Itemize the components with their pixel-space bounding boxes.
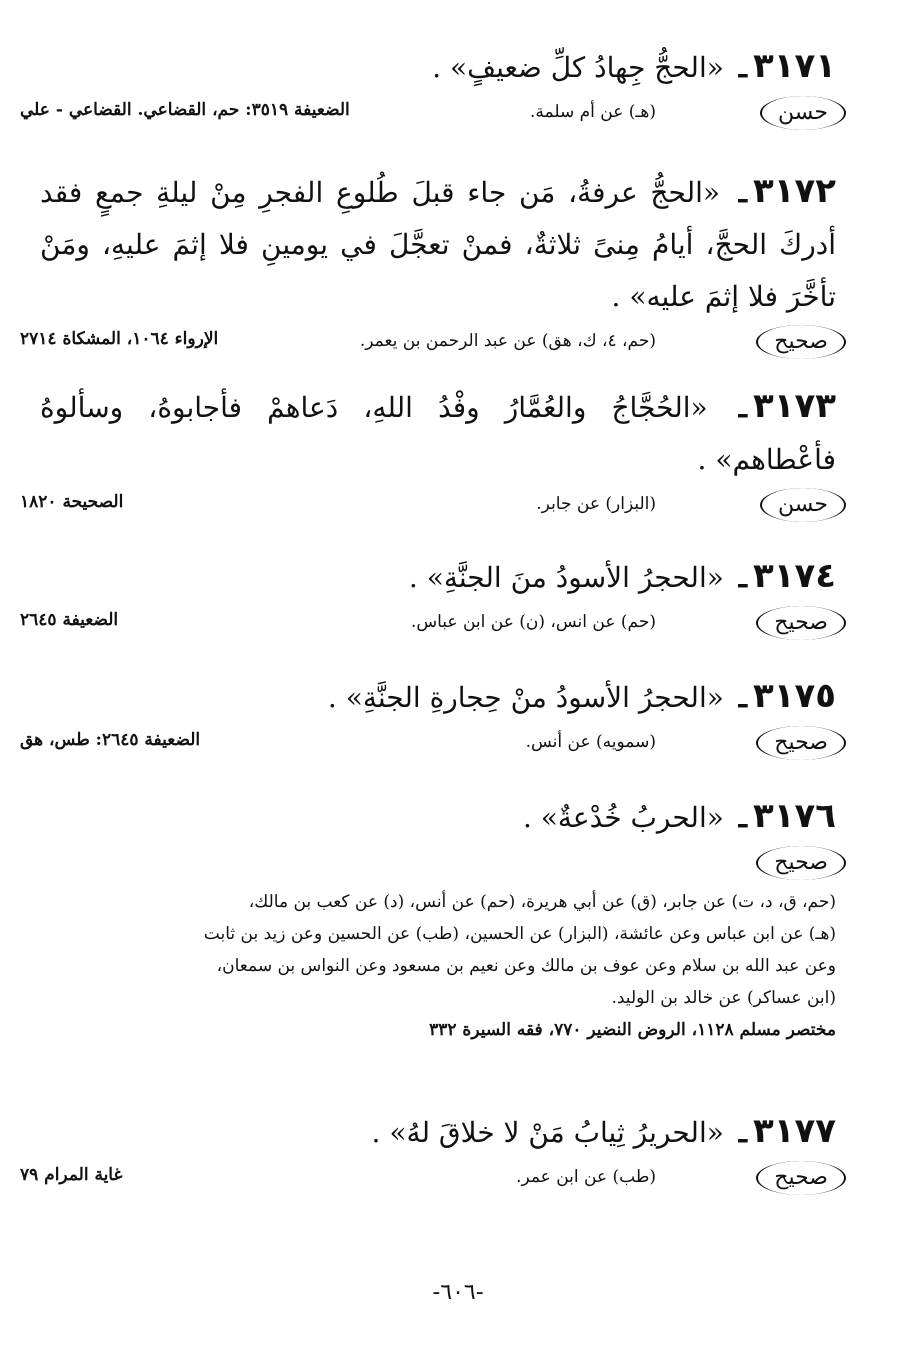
source-text: (سمويه) عن أنس. bbox=[525, 732, 656, 752]
source-text: (البزار) عن جابر. bbox=[536, 494, 656, 514]
hadith-text-line bbox=[40, 550, 836, 604]
hadith-text: «الحجرُ الأسودُ منَ الجنَّةِ» . bbox=[408, 561, 724, 594]
hadith-text: «الحُجَّاجُ والعُمَّارُ وفْدُ اللهِ، دَعاهمْ فأجابوهُ، وسألوهُ فأعْطاهم» . bbox=[40, 391, 836, 476]
hadith-text: «الحجرُ الأسودُ منْ حِجارةِ الجنَّةِ» . bbox=[327, 681, 724, 714]
source-text: (هـ) عن أم سلمة. bbox=[530, 102, 656, 122]
reference-text: الصحيحة ١٨٢٠ bbox=[20, 492, 124, 512]
hadith-number: ٣١٧١ bbox=[752, 46, 836, 86]
source-line: (هـ) عن ابن عباس وعن عائشة، (البزار) عن الحسين، (طب) عن الحسين وعن زيد بن ثابت bbox=[203, 924, 836, 944]
hadith-text-line bbox=[40, 380, 836, 486]
hadith-meta bbox=[20, 1161, 836, 1201]
hadith-text-line bbox=[40, 1105, 836, 1159]
hadith-entry bbox=[40, 790, 836, 1040]
source-line: (ابن عساكر) عن خالد بن الوليد. bbox=[611, 988, 836, 1008]
hadith-number: ٣١٧٤ bbox=[752, 556, 836, 596]
hadith-number: ٣١٧٥ bbox=[752, 676, 836, 716]
hadith-text: «الحجُّ جِهادُ كلِّ ضعيفٍ» . bbox=[432, 51, 724, 84]
reference-text: الضعيفة ٣٥١٩: حم، القضاعي. القضاعي - علي bbox=[20, 100, 350, 120]
hadith-entry bbox=[20, 380, 836, 528]
grade-label: حسن bbox=[760, 488, 846, 522]
hadith-number: ٣١٧٢ bbox=[753, 171, 837, 211]
reference-text: غاية المرام ٧٩ bbox=[20, 1165, 123, 1185]
hadith-dash: ـ bbox=[738, 801, 747, 834]
hadith-text-line bbox=[40, 670, 836, 724]
hadith-number: ٣١٧٦ bbox=[752, 796, 836, 836]
source-line: وعن عبد الله بن سلام وعن عوف بن مالك وعن نعيم بن مسعود وعن النواس بن سمعان، bbox=[216, 956, 836, 976]
hadith-dash: ـ bbox=[738, 176, 747, 209]
hadith-dash: ـ bbox=[738, 681, 747, 714]
hadith-text: «الحريرُ ثِيابُ مَنْ لا خلاقَ لهُ» . bbox=[371, 1116, 724, 1149]
grade-label: صحيح bbox=[756, 325, 846, 359]
reference-text: الضعيفة ٢٦٤٥ bbox=[20, 610, 119, 630]
hadith-meta bbox=[20, 606, 836, 646]
page-number: -٦٠٦- bbox=[432, 1280, 484, 1305]
reference-text: الضعيفة ٢٦٤٥: طس، هق bbox=[20, 730, 201, 750]
source-text: (حم، ٤، ك، هق) عن عبد الرحمن بن يعمر. bbox=[359, 331, 656, 351]
hadith-meta bbox=[20, 726, 836, 766]
hadith-dash: ـ bbox=[738, 1116, 747, 1149]
reference-text: الإرواء ١٠٦٤، المشكاة ٢٧١٤ bbox=[20, 329, 219, 349]
source-block bbox=[40, 886, 836, 1014]
hadith-text: «الحجُّ عرفةُ، مَن جاء قبلَ طُلوعِ الفجرِ مِنْ ليلةِ جمعٍ فقد أدركَ الحجَّ، أيامُ مِنىً ثلاثةٌ، فمنْ تعجَّلَ في يومينِ فلا إثمَ عليهِ، ومَنْ تأخَّرَ فلا إثمَ عليه» . bbox=[40, 176, 836, 313]
hadith-meta bbox=[40, 846, 836, 882]
hadith-entry bbox=[20, 670, 836, 766]
source-line: (حم، ق، د، ت) عن جابر، (ق) عن أبي هريرة، (حم) عن أنس، (د) عن كعب بن مالك، bbox=[248, 892, 836, 912]
hadith-entry bbox=[20, 40, 836, 136]
reference-text: مختصر مسلم ١١٢٨، الروض النضير ٧٧٠، فقه السيرة ٣٣٢ bbox=[429, 1020, 836, 1040]
grade-label: صحيح bbox=[756, 846, 846, 880]
grade-label: صحيح bbox=[756, 1161, 846, 1195]
hadith-meta bbox=[20, 96, 836, 136]
source-text: (طب) عن ابن عمر. bbox=[516, 1167, 656, 1187]
hadith-number: ٣١٧٣ bbox=[752, 386, 836, 426]
hadith-dash: ـ bbox=[738, 561, 747, 594]
grade-label: صحيح bbox=[756, 606, 846, 640]
hadith-meta bbox=[20, 488, 836, 528]
hadith-text-line bbox=[40, 790, 836, 844]
grade-label: حسن bbox=[760, 96, 846, 130]
hadith-entry bbox=[20, 550, 836, 646]
hadith-dash: ـ bbox=[738, 51, 747, 84]
hadith-dash: ـ bbox=[738, 391, 747, 424]
hadith-entry bbox=[20, 1105, 836, 1201]
hadith-text-line bbox=[40, 165, 836, 323]
hadith-entry bbox=[20, 165, 837, 365]
hadith-number: ٣١٧٧ bbox=[752, 1111, 836, 1151]
hadith-text: «الحربُ خُدْعةٌ» . bbox=[522, 801, 724, 834]
grade-label: صحيح bbox=[756, 726, 846, 760]
hadith-meta bbox=[20, 325, 836, 365]
hadith-text-line bbox=[40, 40, 836, 94]
source-text: (حم) عن انس، (ن) عن ابن عباس. bbox=[410, 612, 656, 632]
